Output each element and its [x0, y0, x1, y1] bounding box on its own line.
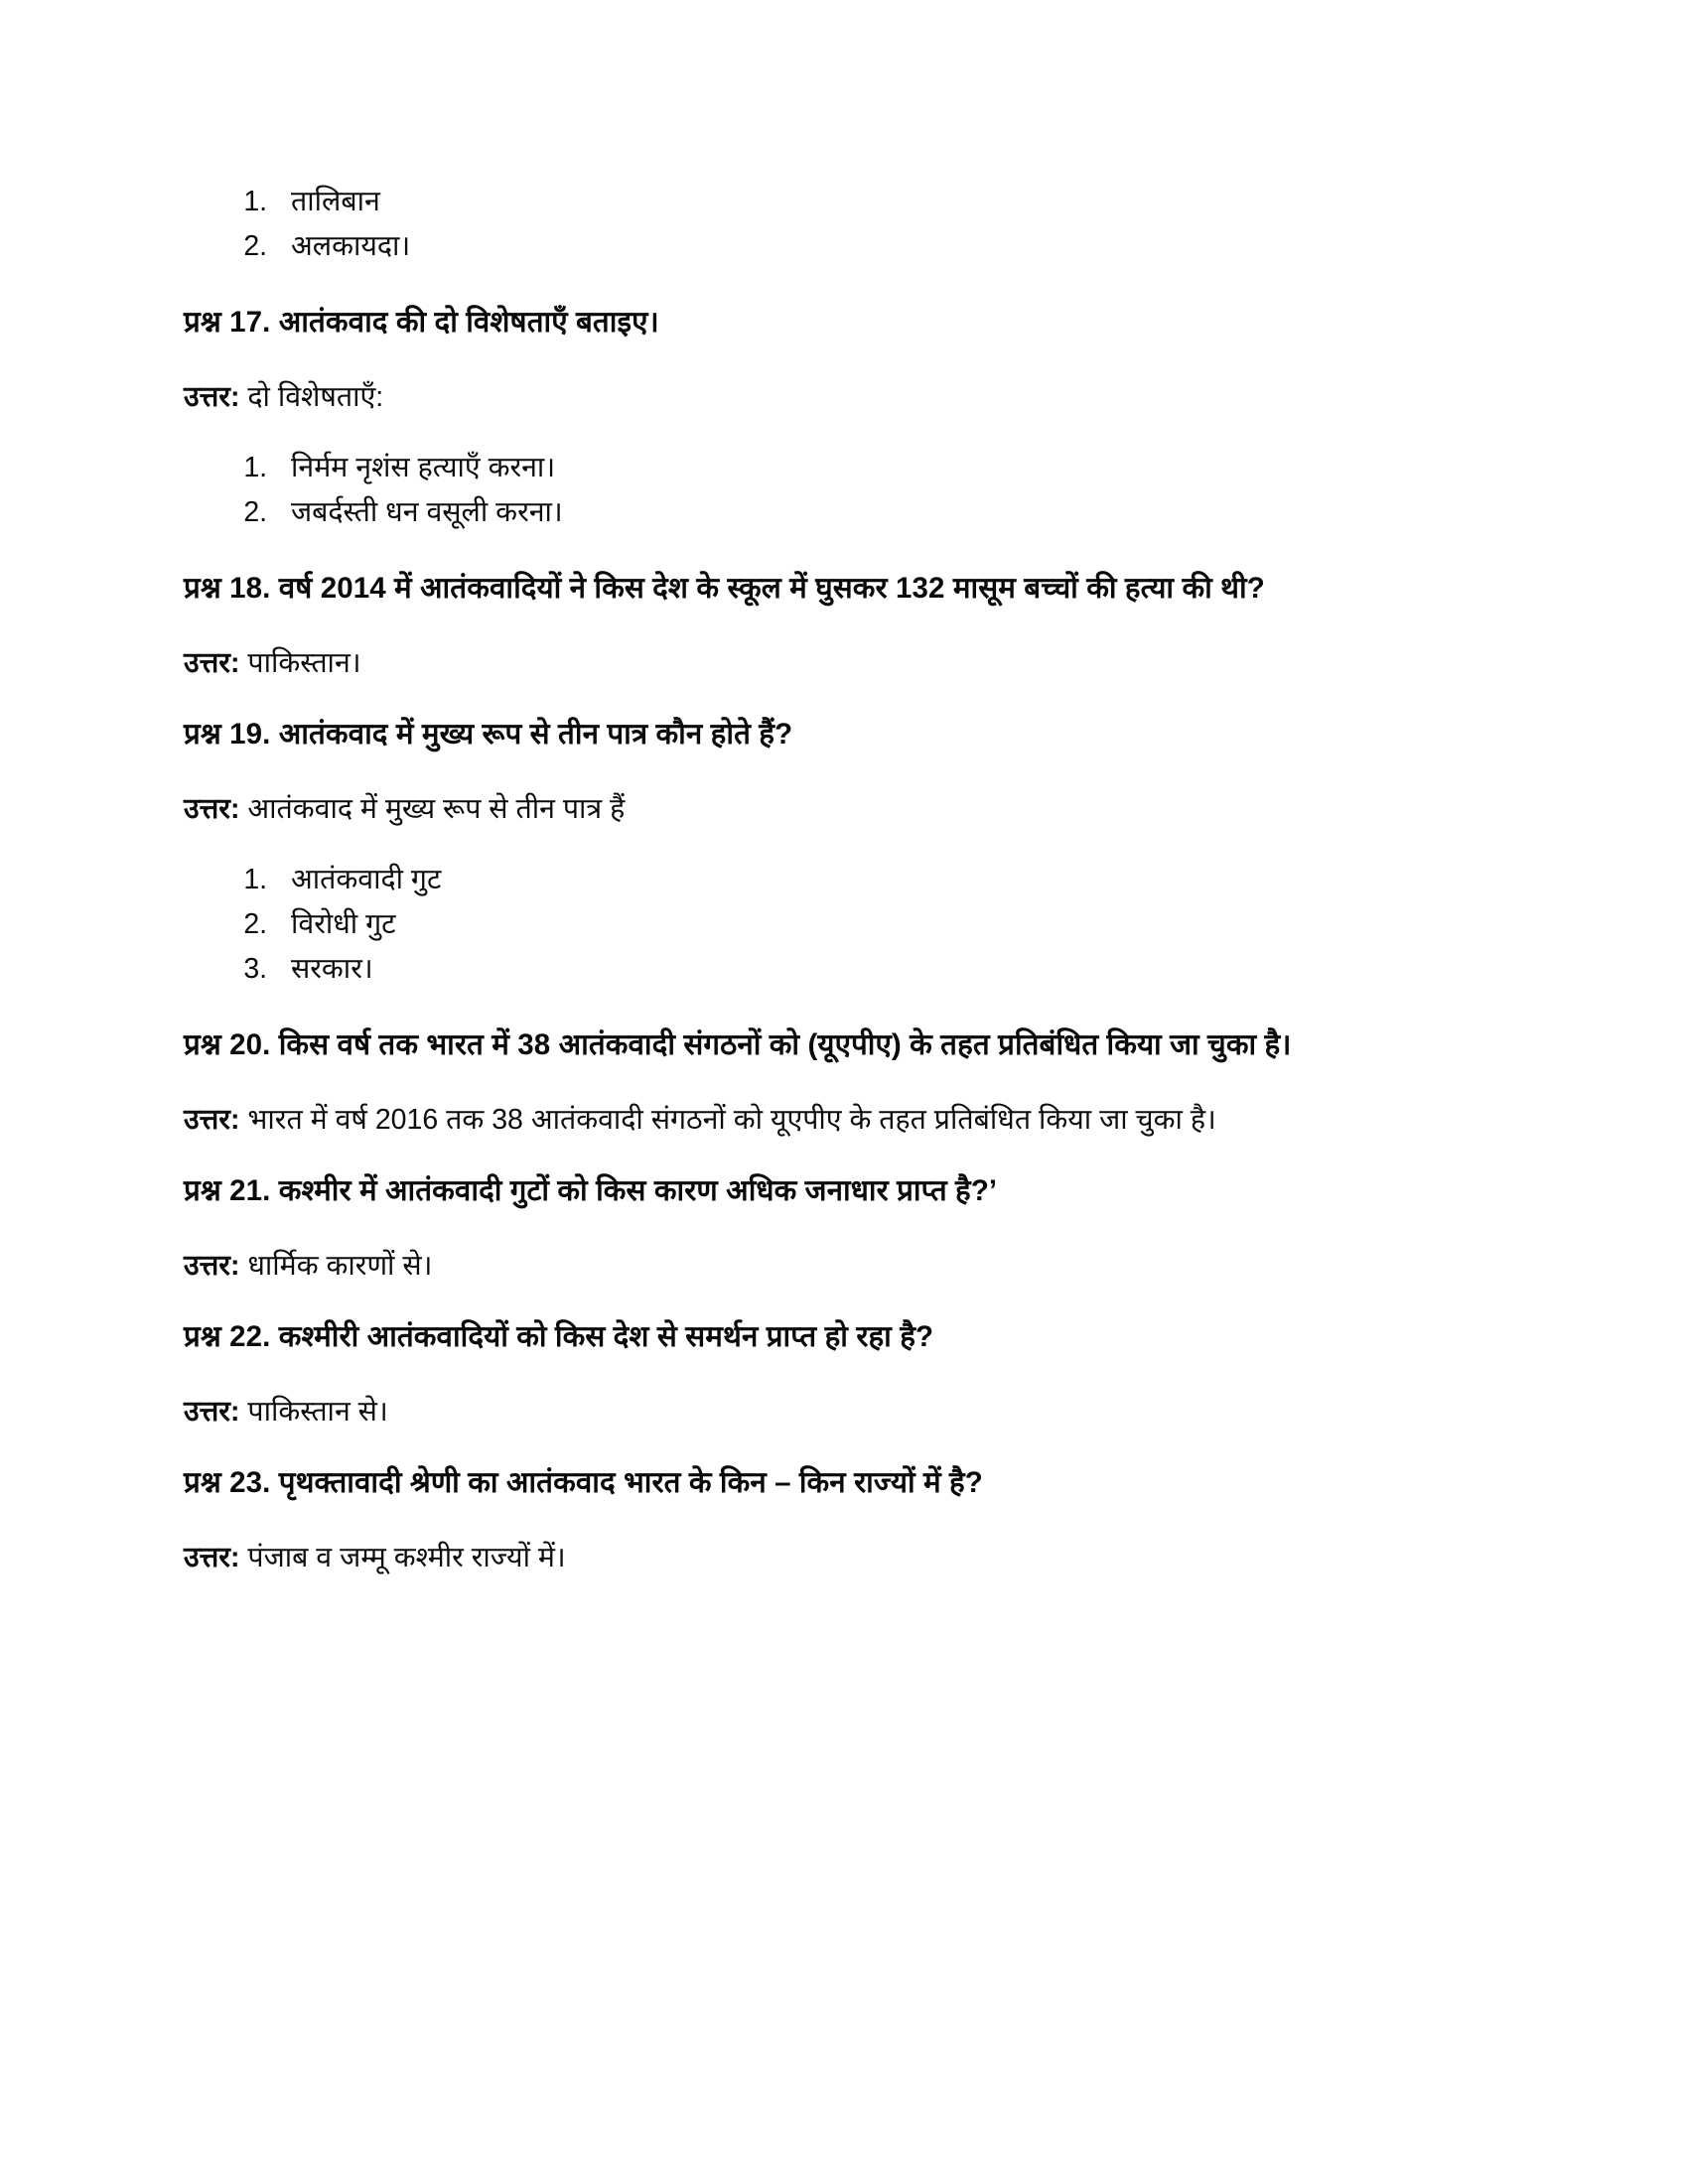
- list-item: 1. निर्मम नृशंस हत्याएँ करना।: [275, 448, 1514, 489]
- answer-text: दो विशेषताएँ:: [247, 380, 384, 413]
- answer-text: धार्मिक कारणों से।: [247, 1249, 433, 1282]
- answer-text: आतंकवाद में मुख्य रूप से तीन पात्र हैं: [247, 792, 626, 825]
- answer-20: [184, 1100, 1514, 1141]
- list-item: 2. अलकायदा।: [275, 226, 1514, 268]
- answer-text: पाकिस्तान से।: [247, 1396, 388, 1429]
- qa-block-22: [184, 1316, 1514, 1358]
- answer-label: उत्तर:: [184, 1396, 240, 1429]
- answer-19: [184, 789, 1514, 830]
- list-answer-17: [184, 448, 1514, 534]
- qa-block-19: [184, 714, 1514, 755]
- list-answer-19: [184, 860, 1514, 991]
- question-heading: प्रश्न 18. वर्ष 2014 में आतंकवादियों ने किस देश के स्कूल में घुसकर 132 मासूम बच्चों की हत्या की थी?: [184, 571, 1265, 605]
- list-intro: [184, 182, 1514, 268]
- question-heading: प्रश्न 21. कश्मीर में आतंकवादी गुटों को किस कारण अधिक जनाधार प्राप्त है?’: [184, 1173, 998, 1207]
- qa-block-21: [184, 1170, 1514, 1212]
- answer-18: [184, 643, 1514, 684]
- answer-text: पाकिस्तान।: [247, 646, 361, 679]
- answer-22: [184, 1392, 1514, 1433]
- question-heading: प्रश्न 19. आतंकवाद में मुख्य रूप से तीन पात्र कौन होते हैं?: [184, 717, 793, 751]
- answer-23: [184, 1538, 1514, 1578]
- answer-label: उत्तर:: [184, 380, 240, 413]
- list-item: 1. तालिबान: [275, 182, 1514, 223]
- list-item: 2. जबर्दस्ती धन वसूली करना।: [275, 492, 1514, 534]
- question-heading: प्रश्न 17. आतंकवाद की दो विशेषताएँ बताइए।: [184, 305, 659, 339]
- answer-21: [184, 1246, 1514, 1287]
- answer-17: [184, 377, 1514, 418]
- answer-label: उत्तर:: [184, 1103, 240, 1136]
- list-item: 2. विरोधी गुट: [275, 904, 1514, 946]
- document-content: [184, 182, 1514, 1579]
- answer-label: उत्तर:: [184, 646, 240, 679]
- answer-label: उत्तर:: [184, 792, 240, 825]
- list-item: 3. सरकार।: [275, 949, 1514, 991]
- question-heading: प्रश्न 23. पृथक्तावादी श्रेणी का आतंकवाद भारत के किन – किन राज्यों में है?: [184, 1466, 983, 1500]
- question-heading: प्रश्न 20. किस वर्ष तक भारत में 38 आतंकवादी संगठनों को (यूएपीए) के तहत प्रतिबंधित किया जा चुका है।: [184, 1027, 1292, 1061]
- question-heading: प्रश्न 22. कश्मीरी आतंकवादियों को किस देश से समर्थन प्राप्त हो रहा है?: [184, 1320, 934, 1354]
- list-item: 1. आतंकवादी गुट: [275, 860, 1514, 901]
- answer-text: पंजाब व जम्मू कश्मीर राज्यों में।: [247, 1542, 566, 1574]
- answer-text: भारत में वर्ष 2016 तक 38 आतंकवादी संगठनों को यूएपीए के तहत प्रतिबंधित किया जा चुका है।: [247, 1103, 1216, 1136]
- qa-block-23: [184, 1462, 1514, 1504]
- answer-label: उत्तर:: [184, 1542, 240, 1574]
- answer-label: उत्तर:: [184, 1249, 240, 1282]
- qa-block-17: [184, 302, 1514, 343]
- qa-block-18: [184, 568, 1514, 610]
- qa-block-20: [184, 1024, 1514, 1066]
